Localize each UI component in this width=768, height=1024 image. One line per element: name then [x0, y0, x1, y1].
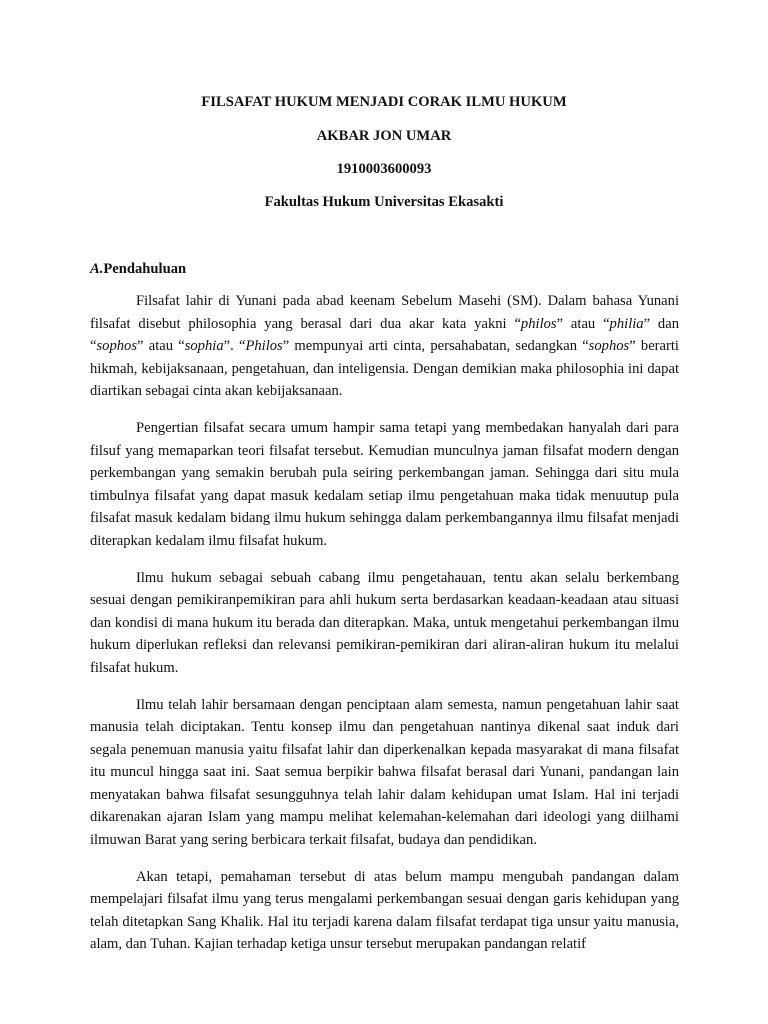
paragraph-1-text-e: ”. “ [223, 338, 246, 355]
paragraph-1-text-f: ” mempunyai arti cinta, persahabatan, sedangkan “ [282, 338, 589, 355]
author-name: AKBAR JON UMAR [316, 128, 452, 144]
student-id: 1910003600093 [336, 161, 432, 177]
paragraph-2: Pengertian filsafat secara umum hampir sama tetapi yang membedakan hanyalah dari para filsuf yang memaparkan teori filsafat tersebut. Kemudian munculnya jaman filsafat modern dengan perkembangan yang semakin berubah pula seiring perkembangan jaman. Sehingga dari situ mula timbulnya filsafat yang dapat masuk kedalam setiap ilmu pengetahuan maka tidak menuutup pula filsafat masuk kedalam bidang ilmu hukum sehingga dalam perkembangannya ilmu filsafat menjadi diterapkan kedalam ilmu filsafat hukum. [90, 419, 679, 549]
section-heading [90, 261, 186, 278]
term-philos: philos [520, 315, 557, 332]
term-philos-2: Philos [245, 338, 283, 355]
term-sophos: sophos [96, 338, 138, 355]
document-title: FILSAFAT HUKUM MENJADI CORAK ILMU HUKUM [201, 94, 567, 110]
paragraph-5: Akan tetapi, pemahaman tersebut di atas belum mampu mengubah pandangan dalam mempelajari filsafat ilmu yang terus mengalami perkembangan sesuai dengan garis kehidupan yang telah ditetapkan Sang Khalik. Hal itu terjadi karena dalam filsafat terdapat tiga unsur yaitu manusia, alam, dan Tuhan. Kajian terhadap ketiga unsur tersebut merupakan pandangan relatif [90, 868, 679, 953]
paragraph-3: Ilmu hukum sebagai sebuah cabang ilmu pengetahauan, tentu akan selalu berkembang sesuai dengan pemikiranpemikiran para ahli hukum serta berdasarkan keadaan-keadaan atau situasi dan kondisi di mana hukum itu berada dan diterapkan. Maka, untuk mengetahui perkembangan ilmu hukum diperlukan refleksi dan relevansi pemikiran-pemikiran dari aliran-aliran hukum itu melalui filsafat hukum. [90, 569, 679, 676]
faculty-name: Fakultas Hukum Universitas Ekasakti [264, 194, 504, 210]
document-body [90, 290, 679, 970]
term-philia: philia [609, 315, 644, 332]
paragraph-1-text-b: ” atau “ [556, 315, 610, 332]
paragraph-4: Ilmu telah lahir bersamaan dengan penciptaan alam semesta, namun pengetahuan lahir saat manusia telah diciptakan. Tentu konsep ilmu dan pengetahuan nantinya dikenal saat induk dari segala penemuan manusia yaitu filsafat lahir dan diperkenalkan kepada masyarakat di mana filsafat itu muncul hingga saat ini. Saat semua berpikir bahwa filsafat berasal dari Yunani, pandangan lain menyatakan bahwa filsafat sesungguhnya telah lahir dalam kehidupan umat Islam. Hal ini terjadi dikarenakan ajaran Islam yang mampu melihat kelemahan-kelemahan dari ideologi yang diilhami ilmuwan Barat yang sering berbicara terkait filsafat, budaya dan pendidikan. [90, 696, 679, 849]
section-letter: A. [90, 261, 104, 277]
term-sophos-2: sophos [588, 338, 630, 355]
paragraph-1-text-d: ” atau “ [137, 338, 185, 355]
paragraph-1-text-c: ” dan “ [90, 315, 679, 355]
section-title: Pendahuluan [103, 261, 187, 277]
paragraph-1-text-a: Filsafat lahir di Yunani pada abad keenam Sebelum Masehi (SM). Dalam bahasa Yunani filsafat disebut philosophia yang berasal dari dua akar kata yakni “ [90, 293, 679, 332]
paragraph-1-text-g: ” berarti hikmah, kebijaksanaan, pengetahuan, dan inteligensia. Dengan demikian maka philosophia ini dapat diartikan sebagai cinta akan kebijaksanaan. [90, 338, 679, 400]
term-sophia: sophia [184, 338, 224, 355]
paragraph-1 [90, 290, 679, 403]
